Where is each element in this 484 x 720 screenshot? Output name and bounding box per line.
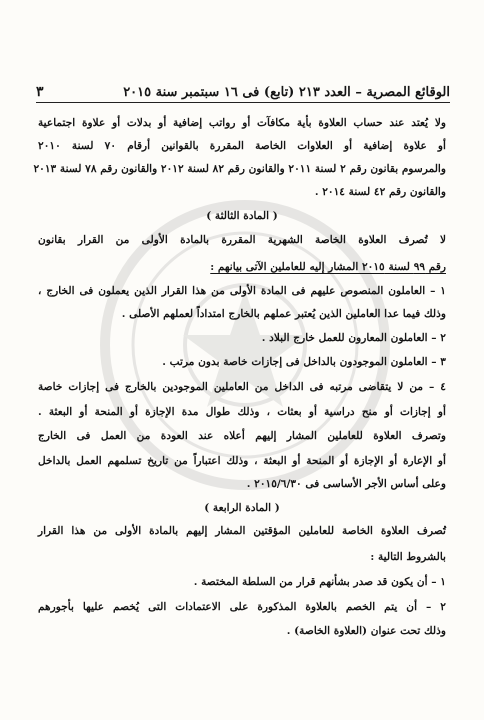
- body-line: وذلك فيما عدا العاملين الذين يُعتبر عملهم بالخارج امتداداً لعملهم الأصلى .: [121, 308, 446, 320]
- body-line: والمرسوم بقانون رقم ٢ لسنة ٢٠١١ والقانون رقم ٨٢ لسنة ٢٠١٢ والقانون رقم ٧٨ لسنة ٢٠١٣: [33, 163, 446, 175]
- body-line: أو علاوة إضافية أو العلاوات الخاصة المقررة بالقوانين أرقام ٧٠ لسنة ٢٠١٠: [38, 140, 446, 152]
- body-line: تُصرف العلاوة الخاصة للعاملين المؤقتين المشار إليهم بالمادة الأولى من هذا القرار: [38, 525, 446, 537]
- page-header: [36, 74, 450, 100]
- header-title: الوقائع المصرية – العدد ٢١٣ (تابع) فى ١٦ سبتمبر سنة ٢٠١٥: [123, 85, 450, 100]
- body-line: أو إجازات أو منح دراسية أو بعثات ، وذلك طوال مدة الإجازة أو المنحة أو البعثة .: [38, 406, 446, 418]
- article-four-heading: ( المادة الرابعة ): [204, 502, 280, 514]
- body-line: أو الإعارة أو الإجازة أو المنحة أو البعثة ، وذلك اعتباراً من تاريخ تسلمهم العمل بالداخل: [38, 455, 446, 467]
- list-item: ١ – أن يكون قد صدر بشأنهم قرار من السلطة المختصة .: [193, 576, 446, 588]
- list-item: ١ – العاملون المنصوص عليهم فى المادة الأولى من هذا القرار الذين يعملون فى الخارج ،: [38, 285, 446, 297]
- body-line: لا تُصرف العلاوة الخاصة الشهرية المقررة بالمادة الأولى من القرار بقانون: [38, 234, 446, 246]
- body-line: بالشروط التالية :: [370, 551, 446, 563]
- list-item: ٢ – العاملون المعارون للعمل خارج البلاد .: [261, 332, 446, 344]
- list-item: ٣ – العاملون الموجودون بالداخل فى إجازات خاصة بدون مرتب .: [162, 356, 446, 368]
- list-item: ٤ – من لا يتقاضى مرتبه فى الداخل من العاملين الموجودين بالخارج فى إجازات خاصة: [38, 381, 446, 393]
- body-line: رقم ٩٩ لسنة ٢٠١٥ المشار إليه للعاملين الآتى بيانهم :: [210, 261, 446, 273]
- list-item: ٢ – أن يتم الخصم بالعلاوة المذكورة على الاعتمادات التى يُخصم عليها بأجورهم: [38, 601, 446, 613]
- body-line: وذلك تحت عنوان (العلاوة الخاصة) .: [286, 625, 446, 637]
- body-line: والقانون رقم ٤٢ لسنة ٢٠١٤ .: [314, 186, 446, 198]
- body-line: ولا يُعتد عند حساب العلاوة بأية مكافآت أو رواتب إضافية أو بدلات أو علاوة اجتماعية: [38, 117, 446, 129]
- article-three-heading: ( المادة الثالثة ): [206, 210, 278, 222]
- header-divider: [36, 102, 450, 103]
- body-line: وعلى أساس الأجر الأساسى فى ٢٠١٥/٦/٣٠ .: [246, 478, 446, 490]
- body-line: وتصرف العلاوة للعاملين المشار إليهم أعلاه عند العودة من العمل فى الخارج: [38, 430, 446, 442]
- page-number: ٣: [36, 84, 44, 100]
